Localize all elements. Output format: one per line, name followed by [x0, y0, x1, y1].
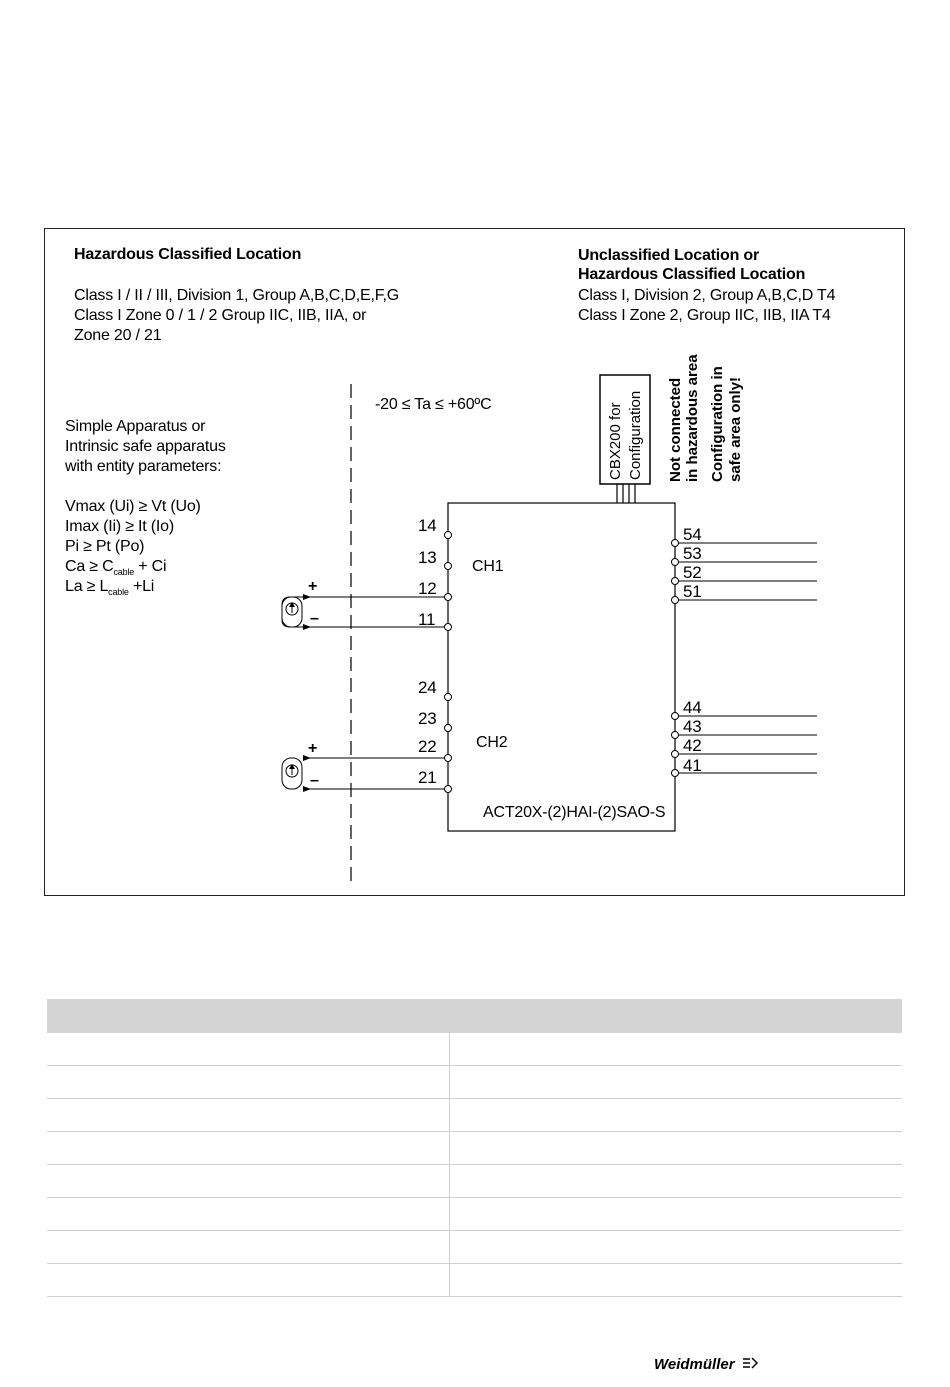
simple-apparatus-line-2: Intrinsic safe apparatus [65, 438, 226, 455]
terminal-label-24: 24 [418, 678, 437, 697]
table-row [47, 1198, 902, 1231]
terminal-44 [672, 713, 679, 720]
terminal-41 [672, 770, 679, 777]
table-row [47, 1264, 902, 1297]
terminal-label-11: 11 [418, 610, 436, 629]
terminal-42 [672, 751, 679, 758]
config-note-line-2: in hazardous area [684, 354, 701, 482]
terminal-53 [672, 559, 679, 566]
simple-apparatus-line-3: with entity parameters: [65, 458, 222, 475]
terminal-label-21: 21 [418, 768, 437, 787]
table-row [47, 1066, 902, 1099]
channel-label-ch2: CH2 [476, 734, 508, 751]
unclassified-line-1: Class I, Division 2, Group A,B,C,D T4 [578, 287, 836, 304]
table-row [47, 1132, 902, 1165]
config-note-line-3: Configuration in [709, 366, 726, 482]
terminal-12 [445, 594, 452, 601]
terminal-label-12: 12 [418, 579, 437, 598]
unclassified-title-1: Unclassified Location or [578, 247, 760, 264]
terminal-label-54: 54 [683, 525, 702, 544]
terminal-label-14: 14 [418, 516, 437, 535]
channel-label-ch1: CH1 [472, 558, 504, 575]
terminal-52 [672, 578, 679, 585]
terminal-22 [445, 755, 452, 762]
terminal-label-42: 42 [683, 736, 702, 755]
simple-apparatus-line-1: Simple Apparatus or [65, 418, 206, 435]
terminal-14 [445, 532, 452, 539]
terminal-13 [445, 563, 452, 570]
entity-param-imax: Imax (Ii) ≥ It (Io) [65, 518, 174, 535]
table-row [47, 1099, 902, 1132]
terminal-label-51: 51 [683, 582, 702, 601]
module-body [448, 503, 675, 831]
entity-param-ca: $Ca \ge C_{cable} + Ci$ [65, 558, 167, 578]
entity-param-la: $La \ge L_{cable} +Li$ [65, 578, 155, 598]
spec-table [47, 999, 902, 1297]
terminal-24 [445, 694, 452, 701]
terminal-label-43: 43 [683, 717, 702, 736]
ch2-minus-label: – [310, 772, 319, 789]
terminal-label-41: 41 [683, 756, 702, 775]
config-note-line-1: Not connected [667, 377, 684, 482]
terminal-label-23: 23 [418, 709, 437, 728]
unclassified-title-2: Hazardous Classified Location [578, 266, 806, 283]
temperature-range: -20 ≤ Ta ≤ +60ºC [375, 396, 492, 413]
terminal-label-13: 13 [418, 548, 437, 567]
terminal-43 [672, 732, 679, 739]
terminal-label-22: 22 [418, 737, 437, 756]
table-row [47, 1033, 902, 1066]
entity-param-vmax: Vmax (Ui) ≥ Vt (Uo) [65, 498, 201, 515]
table-header-row [47, 999, 902, 1033]
hazardous-line-3: Zone 20 / 21 [74, 327, 162, 344]
unclassified-line-2: Class I Zone 2, Group IIC, IIB, IIA T4 [578, 307, 831, 324]
table-row [47, 1231, 902, 1264]
config-note-line-4: safe area only! [727, 376, 744, 482]
hazardous-line-2: Class I Zone 0 / 1 / 2 Group IIC, IIB, IIA, or [74, 307, 367, 324]
entity-param-pi: Pi ≥ Pt (Po) [65, 538, 145, 555]
config-box-line-1: CBX200 for [607, 402, 624, 480]
brand-name: Weidmüller [654, 1356, 735, 1373]
terminal-51 [672, 597, 679, 604]
ch1-plus-label: + [308, 578, 318, 595]
hazardous-line-1: Class I / II / III, Division 1, Group A,B,C,D,E,F,G [74, 287, 400, 304]
hazardous-title: Hazardous Classified Location [74, 246, 302, 263]
terminal-54 [672, 540, 679, 547]
terminal-23 [445, 725, 452, 732]
ch1-minus-label: – [310, 610, 319, 627]
brand-mark-icon [741, 1356, 759, 1370]
terminal-label-44: 44 [683, 698, 702, 717]
config-box-line-2: Configuration [627, 390, 644, 480]
brand-logo [654, 1356, 759, 1373]
terminal-11 [445, 624, 452, 631]
terminal-label-52: 52 [683, 563, 702, 582]
module-name: ACT20X-(2)HAI-(2)SAO-S [483, 804, 666, 821]
terminal-label-53: 53 [683, 544, 702, 563]
ch2-plus-label: + [308, 740, 318, 757]
terminal-21 [445, 786, 452, 793]
table-row [47, 1165, 902, 1198]
